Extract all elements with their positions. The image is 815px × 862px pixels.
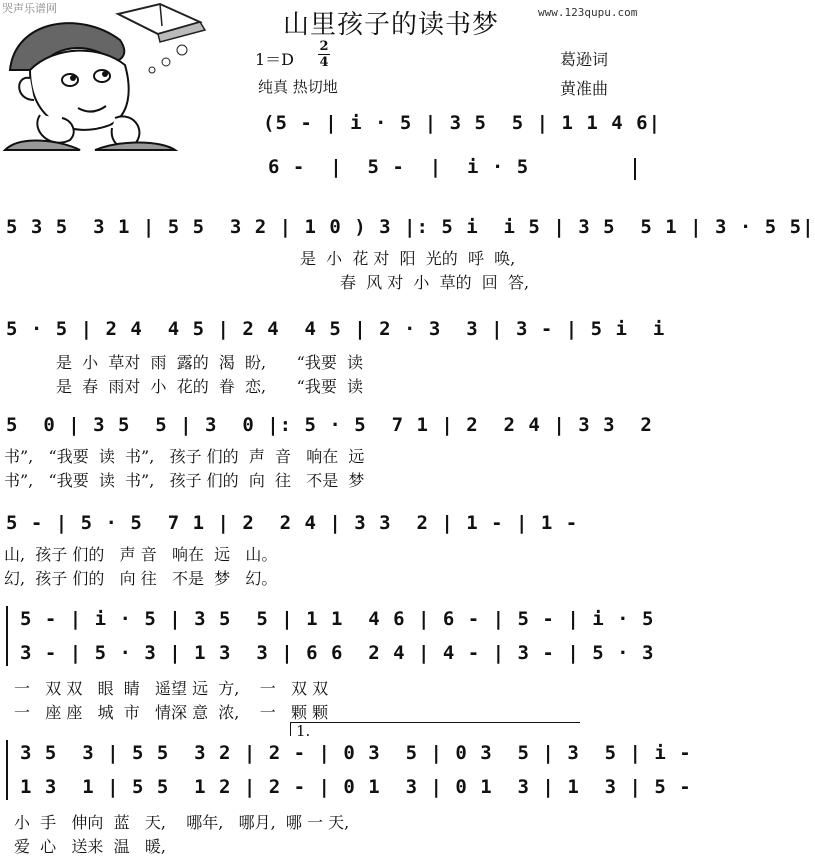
system-bracket — [6, 740, 8, 800]
volta-ending-number: 1. — [296, 722, 311, 740]
score-line-7-upper: 5 - | i · 5 | 3 5 5 | 1 1 4 6 | 6 - | 5 - | i · 5 — [20, 608, 655, 630]
lyric-line-8a: 小 手 伸向 蓝 天, 哪年, 哪月, 哪 一 天, — [14, 813, 350, 832]
lyricist-credit: 葛逊词 — [560, 50, 609, 69]
key-signature: 1＝D — [255, 50, 295, 69]
lyric-line-3b: 春 风 对 小 草的 回 答, — [340, 273, 530, 292]
song-title: 山里孩子的读书梦 — [283, 10, 500, 40]
score-line-8-upper: 3 5 3 | 5 5 3 2 | 2 - | 0 3 5 | 0 3 5 | 3 5 | i - — [20, 742, 692, 764]
score-line-1: (5 - | i · 5 | 3 5 5 | 1 1 4 6| — [263, 112, 662, 134]
score-line-6: 5 - | 5 · 5 7 1 | 2 2 4 | 3 3 2 | 1 - | 1 - — [6, 512, 579, 534]
time-signature-bottom: 4 — [319, 55, 329, 70]
score-line-7-lower: 3 - | 5 · 3 | 1 3 3 | 6 6 2 4 | 4 - | 3 - | 5 · 3 — [20, 642, 655, 664]
lyric-line-8b: 爱 心 送来 温 暖, — [14, 837, 166, 856]
lyric-line-6b: 幻, 孩子 们的 向 往 不是 梦 幻。 — [4, 569, 278, 588]
score-line-4: 5 · 5 | 2 4 4 5 | 2 4 4 5 | 2 · 3 3 | 3 - | 5 i i — [6, 318, 666, 340]
site-url[interactable]: www.123qupu.com — [538, 6, 638, 19]
child-reading-illustration — [0, 0, 232, 150]
lyric-line-4b: 是 春 雨对 小 花的 眷 恋, “我要 读 — [56, 377, 363, 396]
score-line-5: 5 0 | 3 5 5 | 3 0 |: 5 · 5 7 1 | 2 2 4 | 3 3 2 — [6, 414, 653, 436]
score-line-2: 6 - | 5 - | i · 5 — [268, 156, 530, 178]
composer-credit: 黄准曲 — [560, 79, 609, 98]
expression-marking: 纯真 热切地 — [258, 78, 338, 96]
lyric-line-5b: 书”, “我要 读 书”, 孩子 们的 向 往 不是 梦 — [4, 471, 365, 490]
volta-bracket-start — [290, 722, 291, 736]
lyric-line-6a: 山, 孩子 们的 声 音 响在 远 山。 — [4, 545, 278, 564]
score-line-8-lower: 1 3 1 | 5 5 1 2 | 2 - | 0 1 3 | 0 1 3 | 1 3 | 5 - — [20, 776, 692, 798]
watermark-text: 哭声乐谱网 — [2, 2, 57, 15]
lyric-line-7b: 一 座 座 城 市 情深 意 浓, 一 颗 颗 — [14, 703, 329, 722]
lyric-line-3a: 是 小 花 对 阳 光的 呼 唤, — [300, 249, 516, 268]
lyric-line-5a: 书”, “我要 读 书”, 孩子 们的 声 音 响在 远 — [4, 447, 365, 466]
time-signature-top: 2 — [319, 39, 329, 54]
score-line-3: 5 3 5 3 1 | 5 5 3 2 | 1 0 ) 3 |: 5 i i 5 | 3 5 5 1 | 3 · 5 5| — [6, 216, 815, 238]
system-bracket — [6, 606, 8, 666]
lyric-line-4a: 是 小 草对 雨 露的 渴 盼, “我要 读 — [56, 353, 363, 372]
barline — [634, 158, 636, 180]
volta-bracket-line — [290, 722, 580, 723]
lyric-line-7a: 一 双 双 眼 睛 遥望 远 方, 一 双 双 — [14, 679, 329, 698]
